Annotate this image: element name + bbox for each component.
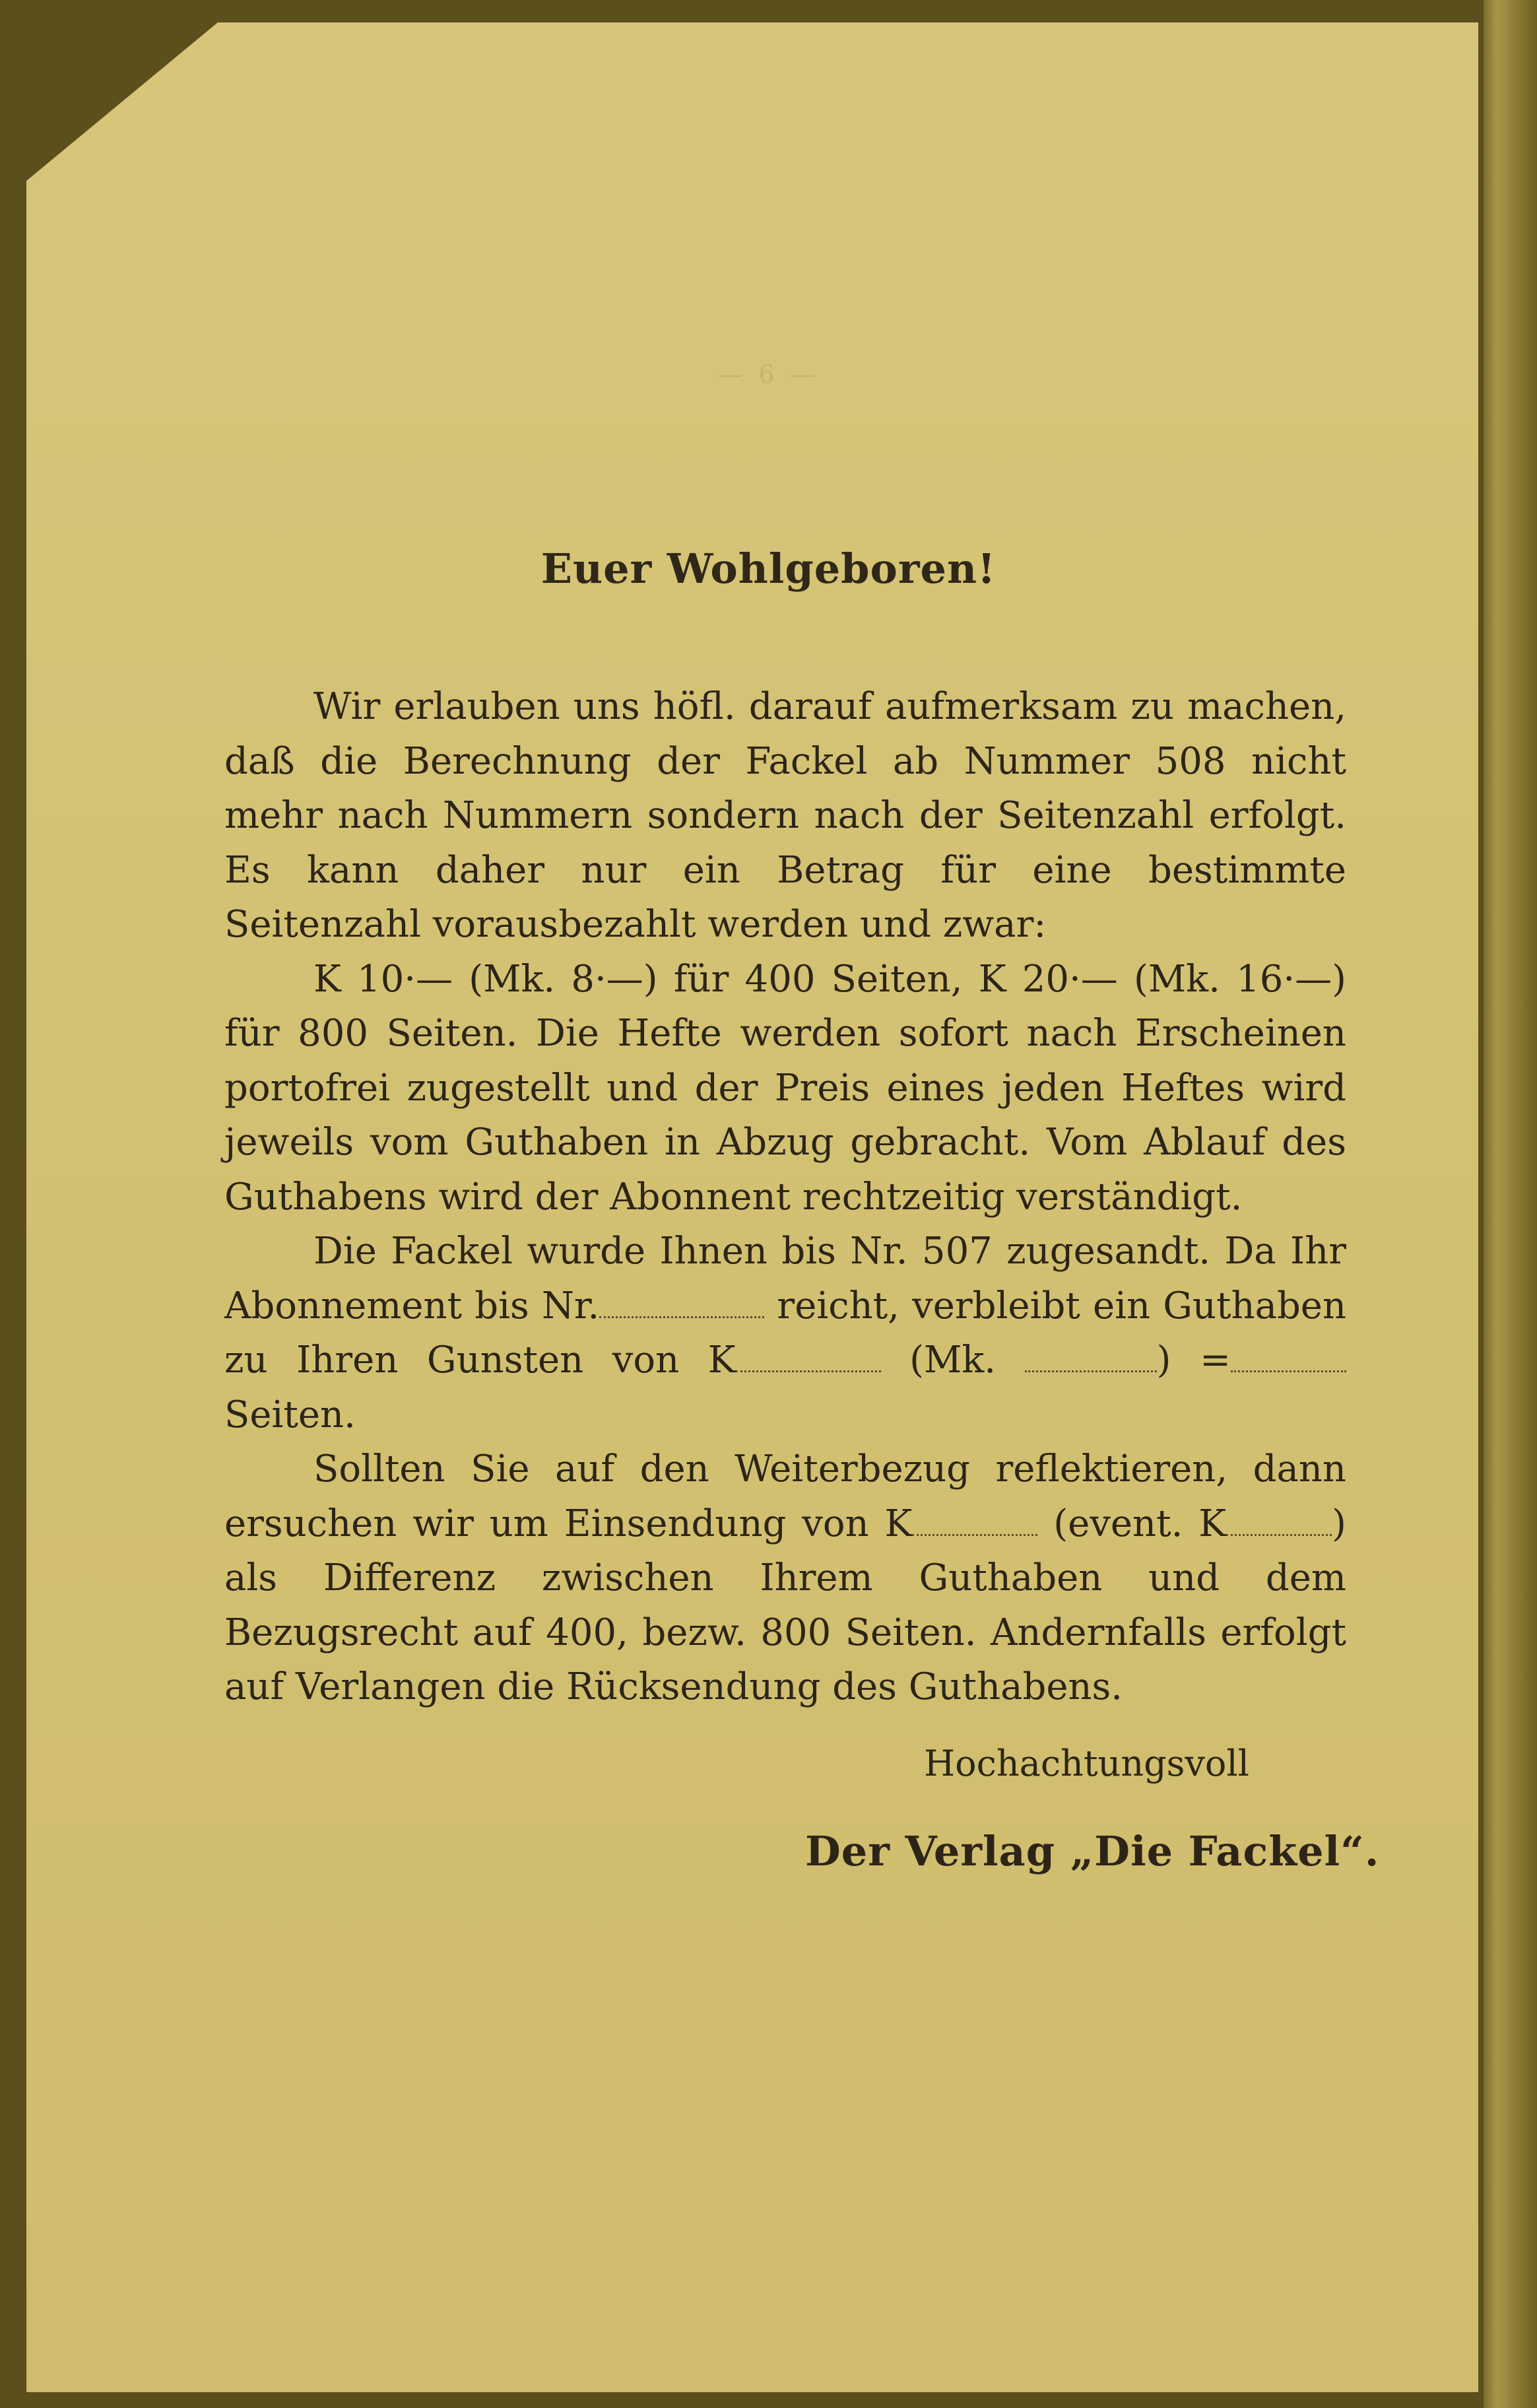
publisher-signature: Der Verlag „Die Fackel“. [805, 1827, 1380, 1875]
paragraph-notice: Wir erlauben uns höfl. darauf aufmerksam zu machen, daß die Berechnung der Fackel ab Nummer 508 nicht mehr nach Nummern sondern nach der Seitenzahl erfolgt. Es kann daher nur ein Betrag für eine bestimmte Seitenzahl vorausbezahlt werden und zwar: [224, 685, 1346, 946]
credit-k-blank [736, 1337, 881, 1372]
paragraph-renewal [224, 1442, 1346, 1715]
renewal-text-a: Sollten Sie auf den Weiterbezug reflektieren, dann ersuchen wir um Einsendung von K [224, 1448, 1346, 1545]
balance-text-b: reicht, verbleibt ein Guthaben zu Ihren Gunsten von K [224, 1284, 1347, 1382]
remit-k-blank [912, 1500, 1037, 1535]
balance-text-a: Die Fackel wurde Ihnen bis Nr. 507 zugesandt. Da Ihr Abonnement bis Nr. [224, 1230, 1346, 1327]
issue-number-blank [599, 1283, 764, 1318]
page-number: — 6 — [717, 360, 820, 389]
balance-text-e: Seiten. [224, 1393, 356, 1436]
balance-text-c: (Mk. [909, 1339, 997, 1382]
paragraph-prices: K 10·— (Mk. 8·—) für 400 Seiten, K 20·— (Mk. 16·—) für 800 Seiten. Die Hefte werden sofort nach Erscheinen portofrei zugestellt und der Preis eines jeden Heftes wird jeweils vom Guthaben in Abzug gebracht. Vom Ablauf des Guthabens wird der Abonnent rechtzeitig verständigt. [224, 957, 1346, 1219]
credit-mk-blank [1025, 1337, 1157, 1372]
renewal-text-b: (event. K [1053, 1502, 1227, 1545]
closing-phrase: Hochachtungsvoll [924, 1743, 1249, 1784]
letter-body [224, 680, 1346, 1715]
salutation-heading: Euer Wohlgeboren! [540, 545, 997, 593]
pages-blank [1231, 1337, 1346, 1372]
event-k-blank [1226, 1500, 1332, 1535]
renewal-text-c: ) als Differenz zwischen Ihrem Guthaben und dem Bezugsrecht auf 400, bezw. 800 Seiten. Andernfalls erfolgt auf Verlangen die Rücksendung des Guthabens. [224, 1502, 1346, 1708]
balance-text-d: ) = [1156, 1339, 1231, 1382]
paragraph-balance [224, 1224, 1346, 1442]
